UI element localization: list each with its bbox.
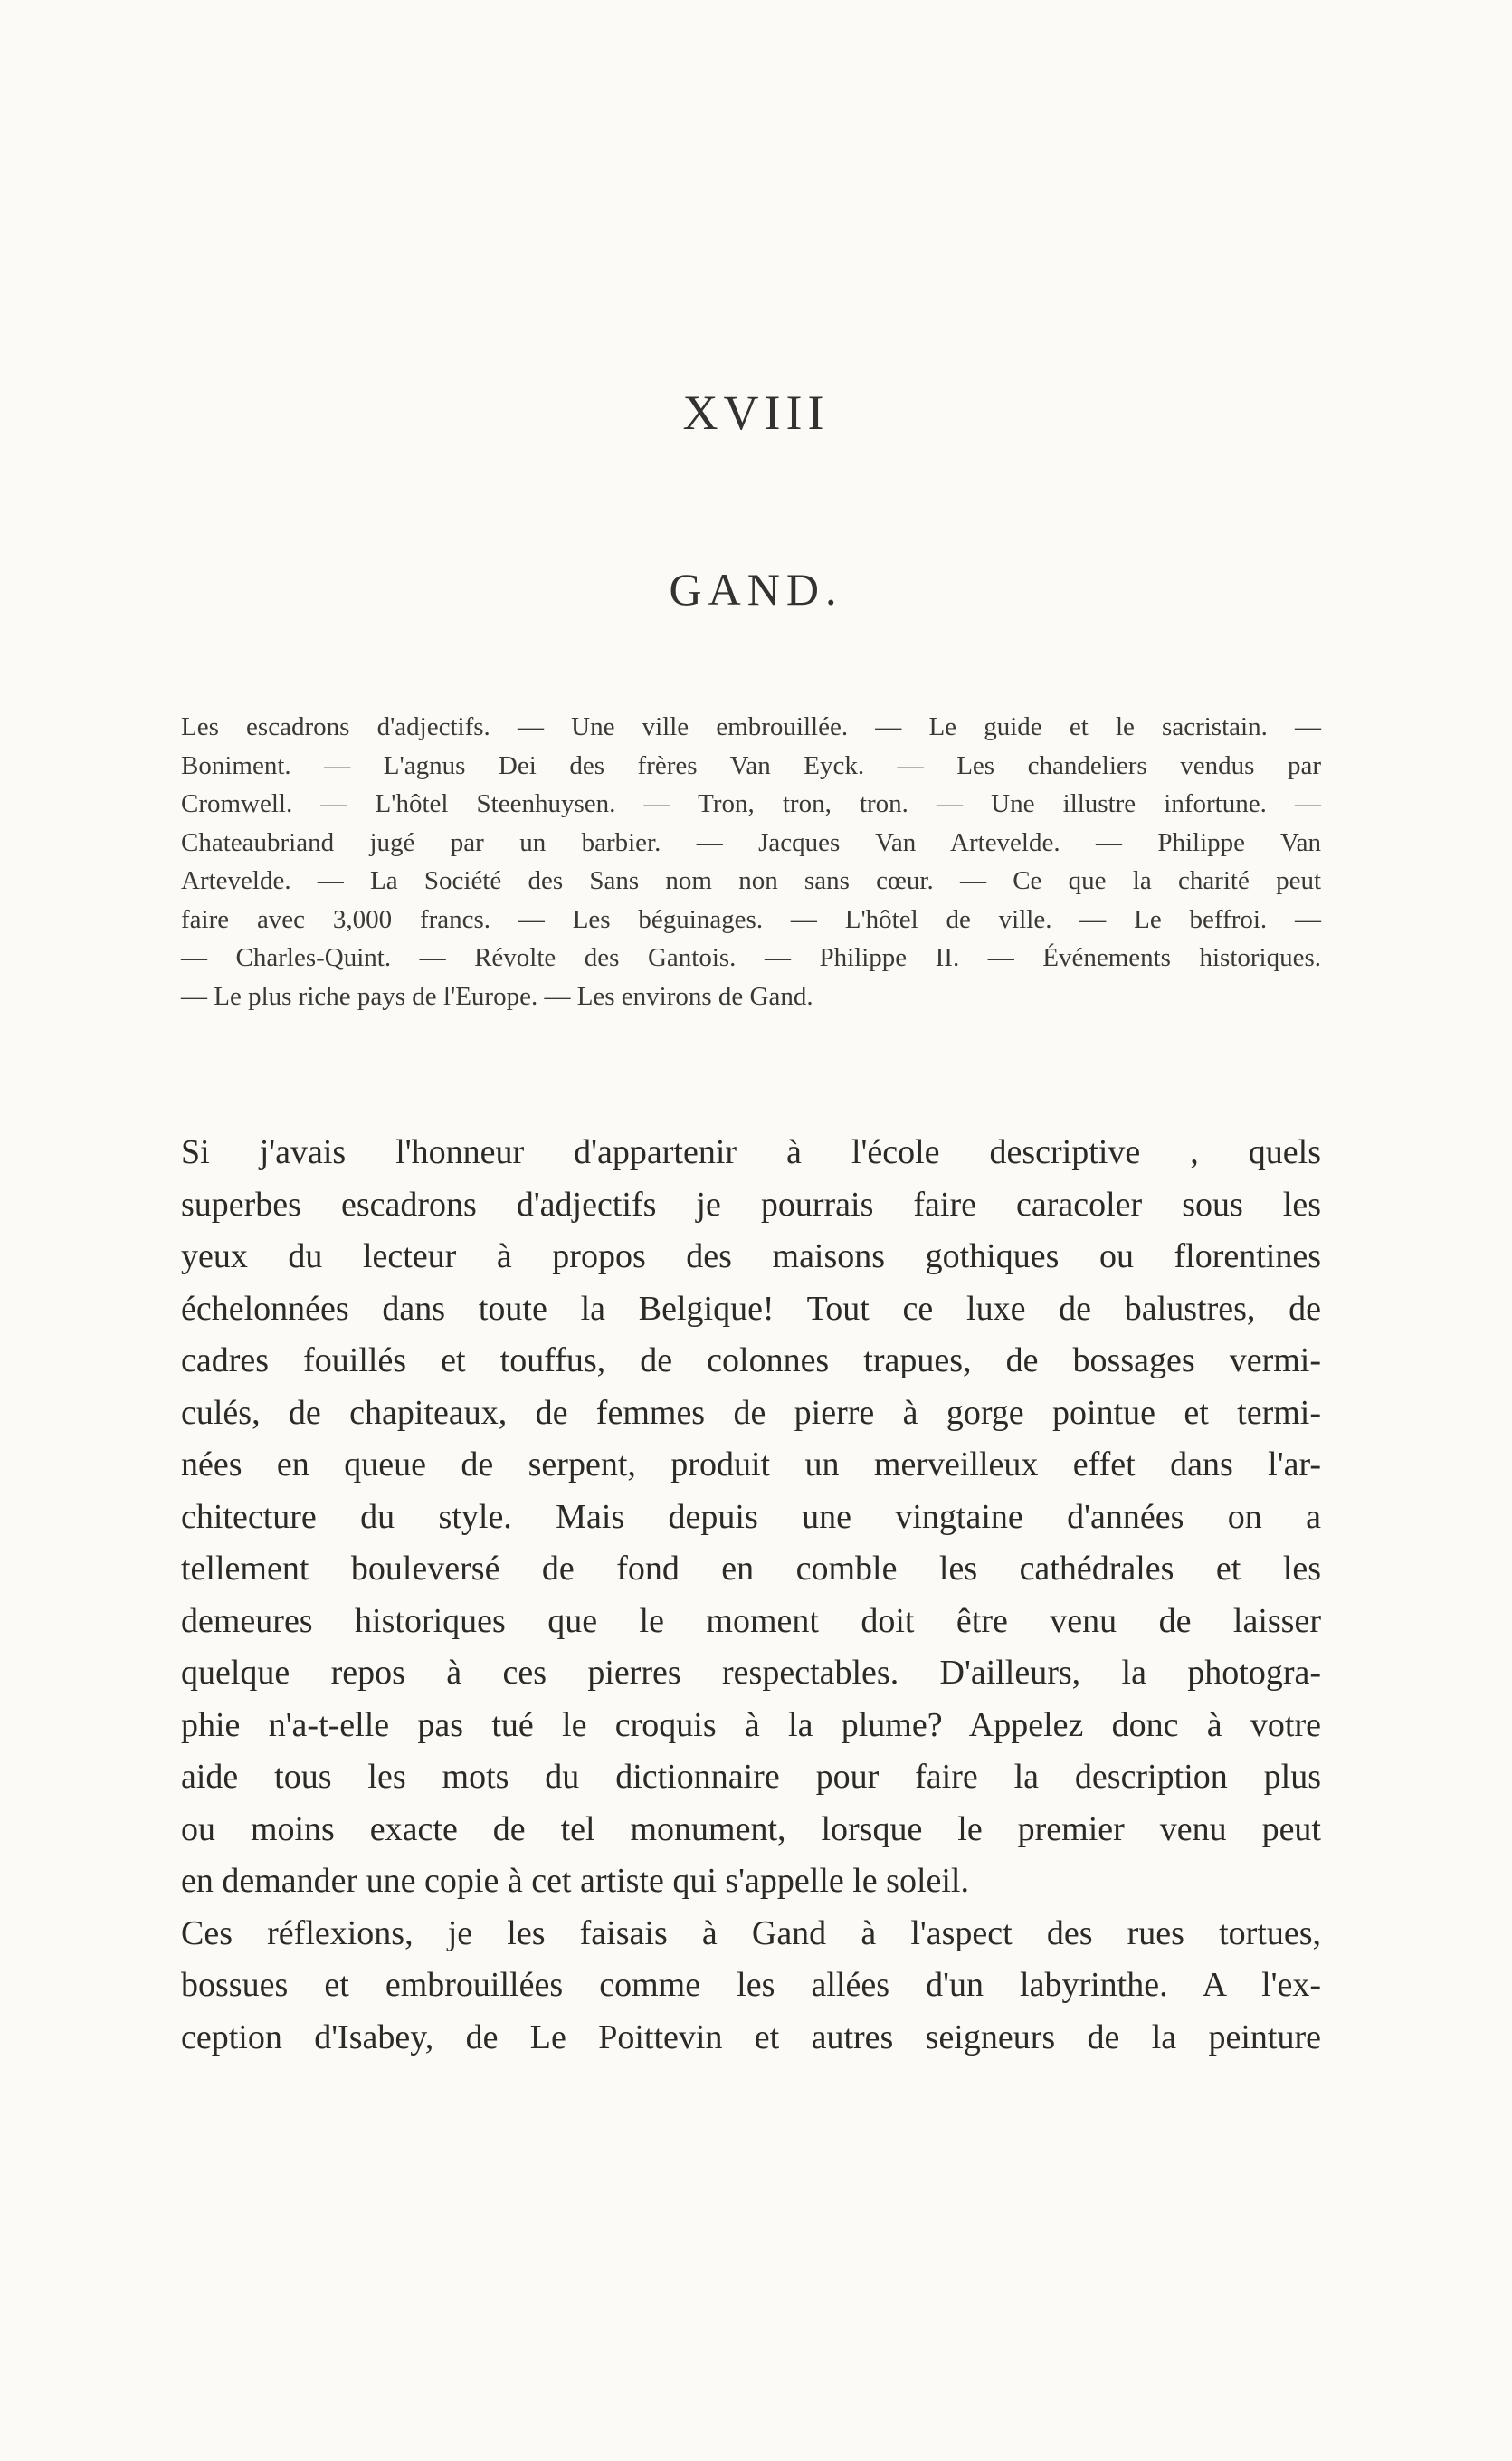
chapter-number: XVIII <box>682 386 830 440</box>
text-line: cadres fouillés et touffus, de colonnes trapues, de bossages vermi- <box>181 1341 1321 1379</box>
summary-line: Boniment. — L'agnus Dei des frères Van Eyck. — Les chandeliers vendus par <box>181 750 1321 780</box>
text-line: demeures historiques que le moment doit être venu de laisser <box>181 1601 1321 1640</box>
summary-line: — Le plus riche pays de l'Europe. — Les environs de Gand. <box>181 981 813 1011</box>
text-line: en demander une copie à cet artiste qui s'appelle le soleil. <box>181 1862 969 1900</box>
text-line: superbes escadrons d'adjectifs je pourrais faire caracoler sous les <box>181 1185 1321 1224</box>
summary-line: Cromwell. — L'hôtel Steenhuysen. — Tron, tron, tron. — Une illustre infortune. — <box>181 789 1321 818</box>
chapter-title: GAND. <box>669 564 843 615</box>
paragraph <box>181 1127 1321 1908</box>
paragraph <box>181 1908 1321 2065</box>
text-line: échelonnées dans toute la Belgique! Tout ce luxe de balustres, de <box>181 1289 1321 1328</box>
text-line: nées en queue de serpent, produit un merveilleux effet dans l'ar- <box>181 1445 1321 1483</box>
text-line: yeux du lecteur à propos des maisons gothiques ou florentines <box>181 1237 1321 1275</box>
text-line: chitecture du style. Mais depuis une vingtaine d'années on a <box>181 1497 1321 1536</box>
summary-line: Les escadrons d'adjectifs. — Une ville embrouillée. — Le guide et le sacristain. — <box>181 712 1321 741</box>
text-line: phie n'a-t-elle pas tué le croquis à la plume? Appelez donc à votre <box>181 1705 1321 1744</box>
chapter-summary <box>181 708 1321 1016</box>
text-line: bossues et embrouillées comme les allées d'un labyrinthe. A l'ex- <box>181 1966 1321 2004</box>
summary-line: Chateaubriand jugé par un barbier. — Jacques Van Artevelde. — Philippe Van <box>181 827 1321 857</box>
text-line: Si j'avais l'honneur d'appartenir à l'école descriptive , quels <box>181 1133 1321 1171</box>
text-line: aide tous les mots du dictionnaire pour faire la description plus <box>181 1758 1321 1796</box>
text-line: tellement bouleversé de fond en comble les cathédrales et les <box>181 1550 1321 1588</box>
text-line: culés, de chapiteaux, de femmes de pierre à gorge pointue et termi- <box>181 1393 1321 1432</box>
text-line: Ces réflexions, je les faisais à Gand à l'aspect des rues tortues, <box>181 1913 1321 1952</box>
summary-line: faire avec 3,000 francs. — Les béguinages. — L'hôtel de ville. — Le beffroi. — <box>181 904 1321 934</box>
text-line: ception d'Isabey, de Le Poittevin et autres seigneurs de la peinture <box>181 2017 1321 2056</box>
summary-line: Artevelde. — La Société des Sans nom non sans cœur. — Ce que la charité peut <box>181 866 1321 895</box>
body-text <box>181 1127 1321 2064</box>
text-line: ou moins exacte de tel monument, lorsque le premier venu peut <box>181 1809 1321 1848</box>
text-line: quelque repos à ces pierres respectables. D'ailleurs, la photogra- <box>181 1654 1321 1692</box>
summary-line: — Charles-Quint. — Révolte des Gantois. — Philippe II. — Événements historiques. <box>181 943 1321 972</box>
